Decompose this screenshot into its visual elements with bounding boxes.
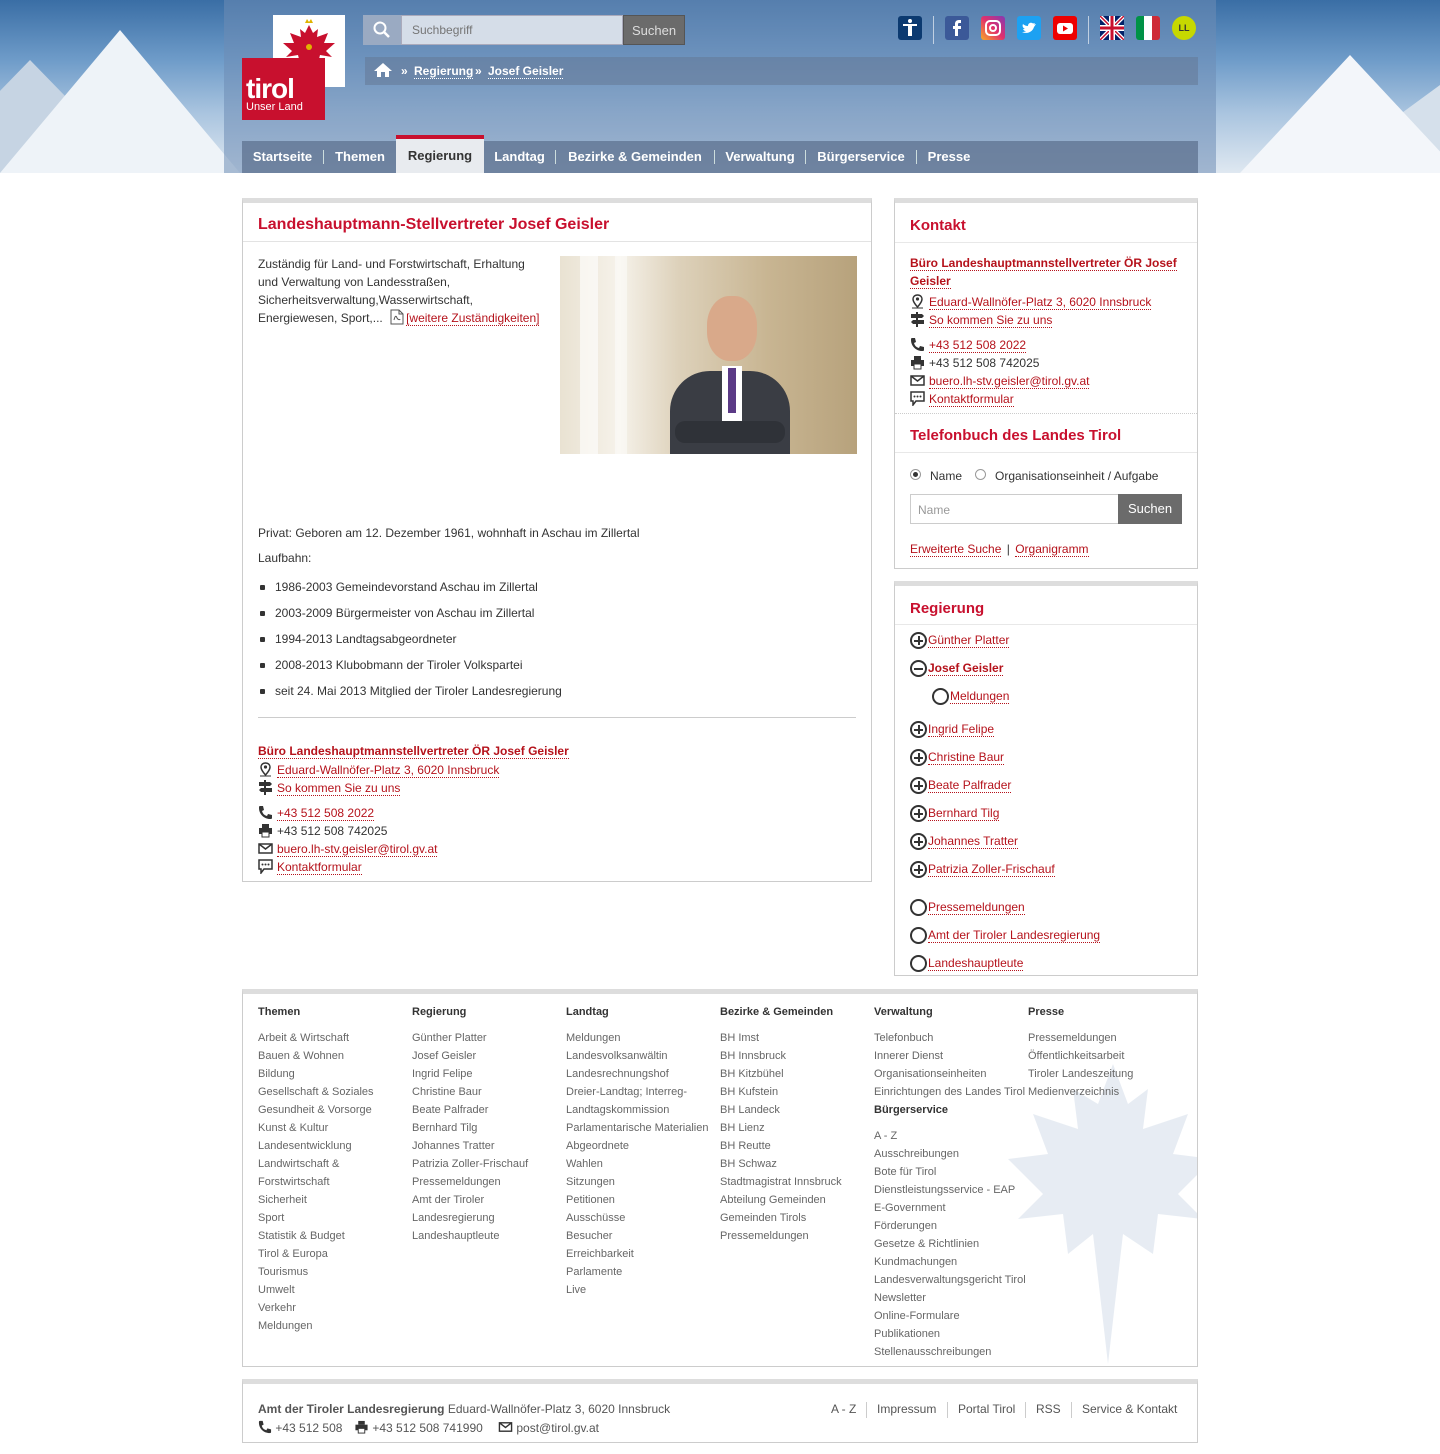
footer-sitemap	[242, 989, 1198, 1367]
pdf-icon	[390, 309, 404, 330]
footer-link[interactable]: Landesrechnungshof	[566, 1068, 669, 1080]
nav-regierung[interactable]: Regierung	[396, 135, 484, 173]
address-link[interactable]: Eduard-Wallnöfer-Platz 3, 6020 Innsbruck	[929, 295, 1152, 309]
expand-icon	[910, 833, 927, 850]
footer-link[interactable]: Bauen & Wohnen	[258, 1050, 345, 1062]
phone-link[interactable]: +43 512 508 2022	[929, 338, 1027, 352]
footer-link[interactable]: BH Lienz	[720, 1122, 765, 1134]
directions-link[interactable]: So kommen Sie zu uns	[277, 781, 401, 795]
footer-link[interactable]: Wahlen	[566, 1158, 603, 1170]
nav-landtag[interactable]: Landtag	[494, 149, 545, 164]
circle-icon	[910, 927, 927, 944]
footer-link[interactable]: Patrizia Zoller-Frischauf	[412, 1158, 529, 1170]
government-box: Regierung Günther Platter Josef Geisler Meldungen Ingrid Felipe Christine Baur Beate Palfrader Bernhard Tilg Johannes Tratter Patrizia Zoller-Frischauf Pressemeldungen Amt der Tiroler Landesregierung Landeshauptleute	[894, 581, 1198, 976]
more-responsibilities-link[interactable]: [weitere Zuständigkeiten]	[406, 311, 540, 325]
footer-link-service[interactable]: Service & Kontakt	[1082, 1402, 1178, 1416]
footer-link[interactable]: Innerer Dienst	[874, 1050, 944, 1062]
footer-link[interactable]: Online-Formulare	[874, 1310, 960, 1322]
phone-link[interactable]: +43 512 508 2022	[277, 806, 375, 820]
career-heading: Laufbahn:	[258, 551, 312, 565]
footer-link[interactable]: Kunst & Kultur	[258, 1122, 329, 1134]
accessibility-icon[interactable]	[898, 16, 922, 40]
footer-link[interactable]: Erreichbarkeit	[566, 1248, 634, 1260]
footer-link[interactable]: BH Imst	[720, 1032, 760, 1044]
phone-icon	[258, 805, 273, 820]
footer-link[interactable]: Amt der Tiroler	[412, 1194, 485, 1206]
footer-link[interactable]: Günther Platter	[412, 1032, 487, 1044]
footer-link[interactable]: Abgeordnete	[566, 1140, 629, 1152]
footer-column-title: Landtag	[566, 1006, 609, 1018]
fax-number: +43 512 508 742025	[929, 356, 1040, 370]
footer-link[interactable]: E-Government	[874, 1202, 946, 1214]
radio-name-label: Name	[930, 469, 963, 483]
footer-link[interactable]: Dreier-Landtag; Interreg-	[566, 1086, 688, 1098]
address-link[interactable]: Eduard-Wallnöfer-Platz 3, 6020 Innsbruck	[277, 763, 500, 777]
footer-link[interactable]: Christine Baur	[412, 1086, 482, 1098]
footer-column-title: Bezirke & Gemeinden	[720, 1006, 834, 1018]
footer-link[interactable]: Landesverwaltungsgericht Tirol	[874, 1274, 1026, 1286]
footer-link[interactable]: Ausschüsse	[566, 1212, 626, 1224]
footer-link[interactable]: Sitzungen	[566, 1176, 615, 1188]
footer-column-title: Regierung	[412, 1006, 467, 1018]
footer-link[interactable]: Gesundheit & Vorsorge	[258, 1104, 372, 1116]
organigram-link[interactable]: Organigramm	[1015, 542, 1089, 556]
footer-link[interactable]: Statistik & Budget	[258, 1230, 345, 1242]
footer-org: Amt der Tiroler Landesregierung	[258, 1402, 445, 1416]
footer-link[interactable]: Petitionen	[566, 1194, 615, 1206]
footer-column-title: Presse	[1028, 1006, 1065, 1018]
footer-link[interactable]: Stadtmagistrat Innsbruck	[720, 1176, 842, 1188]
footer-link[interactable]: Telefonbuch	[874, 1032, 934, 1044]
nav-bezirke-gemeinden[interactable]: Bezirke & Gemeinden	[568, 149, 702, 164]
circle-icon	[932, 688, 949, 705]
footer-link[interactable]: BH Reutte	[720, 1140, 771, 1152]
contact-form-link[interactable]: Kontaktformular	[277, 860, 362, 874]
footer-link[interactable]: BH Innsbruck	[720, 1050, 787, 1062]
page-title: Landeshauptmann-Stellvertreter Josef Geisler	[258, 216, 610, 233]
footer-link[interactable]: Tirol & Europa	[258, 1248, 328, 1260]
link-separator: |	[1006, 542, 1010, 556]
facebook-icon[interactable]	[945, 16, 969, 40]
fax-icon	[354, 1420, 369, 1434]
location-icon	[258, 762, 273, 777]
footer-link[interactable]: BH Kitzbühel	[720, 1068, 784, 1080]
footer-link[interactable]: Sicherheit	[258, 1194, 307, 1206]
portrait-photo	[560, 256, 857, 454]
footer-column-title: Themen	[258, 1006, 301, 1018]
footer-link[interactable]: Pressemeldungen	[720, 1230, 809, 1242]
footer-link[interactable]: Newsletter	[874, 1292, 926, 1304]
directions-link[interactable]: So kommen Sie zu uns	[929, 313, 1053, 327]
footer-link[interactable]: Gesetze & Richtlinien	[874, 1238, 980, 1250]
footer-link[interactable]: BH Landeck	[720, 1104, 780, 1116]
radio-name[interactable]	[910, 469, 921, 480]
footer-link[interactable]: Bildung	[258, 1068, 295, 1080]
home-icon[interactable]	[373, 62, 393, 81]
footer-link[interactable]: Meldungen	[258, 1320, 313, 1332]
search-input[interactable]	[401, 15, 623, 45]
email-link[interactable]: buero.lh-stv.geisler@tirol.gv.at	[929, 374, 1090, 388]
site-search	[363, 15, 685, 45]
footer-link[interactable]: Sport	[258, 1212, 285, 1224]
footer-link[interactable]: Besucher	[566, 1230, 613, 1242]
footer-link[interactable]: Stellenausschreibungen	[874, 1346, 992, 1358]
footer-link[interactable]: Einrichtungen des Landes Tirol	[874, 1086, 1026, 1098]
signpost-icon	[910, 312, 925, 327]
mail-icon	[910, 373, 925, 388]
breadcrumb-sep: »	[401, 64, 408, 78]
signpost-icon	[258, 780, 273, 795]
footer-phone: +43 512 508	[275, 1421, 343, 1435]
footer-link[interactable]: Johannes Tratter	[412, 1140, 495, 1152]
footer-link[interactable]: Landesentwicklung	[258, 1140, 352, 1152]
expand-icon	[910, 777, 927, 794]
footer-link[interactable]: Pressemeldungen	[412, 1176, 501, 1188]
footer-column-title: Bürgerservice	[874, 1104, 948, 1116]
government-title: Regierung	[910, 600, 985, 617]
fax-icon	[258, 823, 273, 838]
footer-link-rss[interactable]: RSS	[1036, 1402, 1061, 1416]
breadcrumb-regierung[interactable]: Regierung	[414, 64, 474, 78]
nav-buergerservice[interactable]: Bürgerservice	[817, 149, 905, 164]
footer-link[interactable]: Medienverzeichnis	[1028, 1086, 1120, 1098]
footer-link[interactable]: Ingrid Felipe	[412, 1068, 473, 1080]
nav-presse[interactable]: Presse	[927, 149, 971, 164]
contact-title: Kontakt	[910, 217, 966, 234]
flag-italy-icon[interactable]	[1136, 16, 1160, 40]
footer-link[interactable]: Landesregierung	[412, 1212, 495, 1224]
footer-link[interactable]: Bote für Tirol	[874, 1166, 937, 1178]
footer-link[interactable]: Arbeit & Wirtschaft	[258, 1032, 350, 1044]
fax-number: +43 512 508 742025	[277, 824, 388, 838]
footer-link[interactable]: Landtagskommission	[566, 1104, 670, 1116]
flag-uk-icon[interactable]	[1100, 16, 1124, 40]
mail-icon	[258, 841, 273, 856]
phone-icon	[910, 337, 925, 352]
office-link-cont[interactable]: Geisler	[910, 274, 951, 288]
search-button[interactable]: Suchen	[623, 15, 685, 45]
expand-icon	[910, 749, 927, 766]
footer-link[interactable]: Meldungen	[566, 1032, 621, 1044]
chat-icon	[258, 859, 273, 874]
office-link[interactable]: Büro Landeshauptmannstellvertreter ÖR Josef Geisler	[258, 744, 569, 758]
nav-themen[interactable]: Themen	[335, 149, 385, 164]
footer-bottom	[242, 1379, 1198, 1443]
footer-link[interactable]: Josef Geisler	[412, 1050, 477, 1062]
expand-icon	[910, 632, 927, 649]
footer-link-impressum[interactable]: Impressum	[877, 1402, 937, 1416]
footer-link[interactable]: Parlamente	[566, 1266, 623, 1278]
circle-icon	[910, 955, 927, 972]
logo-subtitle: Unser Land	[246, 101, 303, 113]
footer-link[interactable]: Landesvolksanwältin	[566, 1050, 668, 1062]
footer-link[interactable]: Ausschreibungen	[874, 1148, 960, 1160]
footer-link[interactable]: BH Kufstein	[720, 1086, 779, 1098]
radio-organisation[interactable]	[975, 469, 986, 480]
phonebook-title: Telefonbuch des Landes Tirol	[910, 427, 1122, 444]
footer-fax: +43 512 508 741990	[372, 1421, 483, 1435]
fax-icon	[910, 355, 925, 370]
footer-link[interactable]: Organisationseinheiten	[874, 1068, 987, 1080]
phonebook-search-button[interactable]: Suchen	[1118, 494, 1182, 524]
main-content: Landeshauptmann-Stellvertreter Josef Geisler Zuständig für Land- und Forstwirtschaft, Erhaltung und Verwaltung von Landesstraßen, Sicherheitsverwaltung,Wasserwirtschaft, Energiewesen, Sport,... [weitere Zuständigkeiten] Privat: Geboren am 12. Dezember 1961, wohnhaft in Aschau im Zillertal Laufbahn: 1986-2003 Gemeindevorstand Aschau im Zillertal 2003-2009 Bürgermeister von Aschau im Zillertal 1994-2013 Landtagsabgeordneter 2008-2013 Klubobmann der Tiroler Volkspartei seit 24. Mai 2013 Mitglied der Tiroler Landesregierung Büro Landeshauptmannstellvertreter ÖR Josef Geisler Eduard-Wallnöfer-Platz 3, 6020 Innsbruck So kommen Sie zu uns +43 512 508 2022 +43 512 508 742025 buero.lh-stv.geisler@tirol.gv.at Kontaktformular	[242, 198, 872, 882]
footer-link[interactable]: Förderungen	[874, 1220, 937, 1232]
footer-address: Eduard-Wallnöfer-Platz 3, 6020 Innsbruck	[447, 1402, 671, 1416]
breadcrumb-current[interactable]: Josef Geisler	[488, 64, 564, 78]
mail-icon	[498, 1420, 513, 1434]
circle-icon	[910, 899, 927, 916]
phone-icon	[258, 1420, 272, 1434]
email-link[interactable]: buero.lh-stv.geisler@tirol.gv.at	[277, 842, 438, 856]
footer-link-portal[interactable]: Portal Tirol	[958, 1402, 1016, 1416]
office-link[interactable]: Büro Landeshauptmannstellvertreter ÖR Josef	[910, 256, 1177, 270]
contact-form-link[interactable]: Kontaktformular	[929, 392, 1014, 406]
twitter-icon[interactable]	[1017, 16, 1041, 40]
private-info: Privat: Geboren am 12. Dezember 1961, wohnhaft in Aschau im Zillertal	[258, 526, 640, 540]
footer-link[interactable]: Landwirtschaft &	[258, 1158, 340, 1170]
expand-icon	[910, 861, 927, 878]
footer-link[interactable]: Öffentlichkeitsarbeit	[1028, 1050, 1125, 1062]
footer-email[interactable]: post@tirol.gv.at	[516, 1421, 600, 1435]
breadcrumb-sep: »	[475, 64, 482, 78]
youtube-icon[interactable]	[1053, 16, 1077, 40]
footer-link[interactable]: Gesellschaft & Soziales	[258, 1086, 374, 1098]
footer-link[interactable]: Gemeinden Tirols	[720, 1212, 807, 1224]
footer-link[interactable]: Verkehr	[258, 1302, 296, 1314]
advanced-search-link[interactable]: Erweiterte Suche	[910, 542, 1002, 556]
search-icon[interactable]	[363, 15, 401, 45]
footer-link[interactable]: Bernhard Tilg	[412, 1122, 478, 1134]
footer-link[interactable]: A - Z	[874, 1130, 898, 1142]
footer-link[interactable]: Live	[566, 1284, 587, 1296]
easy-language-icon[interactable]: LL	[1172, 16, 1196, 40]
footer-link[interactable]: Umwelt	[258, 1284, 295, 1296]
chat-icon	[910, 391, 925, 406]
footer-link[interactable]: Abteilung Gemeinden	[720, 1194, 826, 1206]
footer-link-az[interactable]: A - Z	[831, 1402, 857, 1416]
contact-box	[894, 198, 1198, 569]
logo-text: tirol	[246, 73, 294, 104]
footer-column-title: Verwaltung	[874, 1006, 933, 1018]
responsibilities-text: Zuständig für Land- und Forstwirtschaft, Erhaltung und Verwaltung von Landesstraßen, Sicherheitsverwaltung,Wasserwirtschaft, Energiewesen, Sport,... [weitere Zuständigkeiten]	[258, 255, 548, 330]
footer-link[interactable]: Beate Palfrader	[412, 1104, 489, 1116]
breadcrumb	[365, 57, 1198, 85]
footer-link[interactable]: Forstwirtschaft	[258, 1176, 330, 1188]
footer-link[interactable]: Tourismus	[258, 1266, 309, 1278]
footer-link[interactable]: Tiroler Landeszeitung	[1028, 1068, 1134, 1080]
instagram-icon[interactable]	[981, 16, 1005, 40]
expand-icon	[910, 805, 927, 822]
footer-link[interactable]: Publikationen	[874, 1328, 941, 1340]
nav-verwaltung[interactable]: Verwaltung	[725, 149, 795, 164]
nav-startseite[interactable]: Startseite	[252, 149, 313, 164]
footer-link[interactable]: Pressemeldungen	[1028, 1032, 1117, 1044]
main-navigation	[242, 141, 1198, 173]
expand-icon	[910, 721, 927, 738]
tirol-logo[interactable]	[242, 15, 345, 120]
location-icon	[910, 294, 925, 309]
footer-link[interactable]: Parlamentarische Materialien	[566, 1122, 709, 1134]
collapse-icon	[910, 660, 927, 677]
footer-link[interactable]: Kundmachungen	[874, 1256, 958, 1268]
footer-link[interactable]: Dienstleistungsservice - EAP	[874, 1184, 1016, 1196]
footer-link[interactable]: Landeshauptleute	[412, 1230, 500, 1242]
radio-organisation-label: Organisationseinheit / Aufgabe	[995, 469, 1159, 483]
footer-link[interactable]: BH Schwaz	[720, 1158, 777, 1170]
phonebook-name-input[interactable]: Name	[910, 494, 1119, 524]
